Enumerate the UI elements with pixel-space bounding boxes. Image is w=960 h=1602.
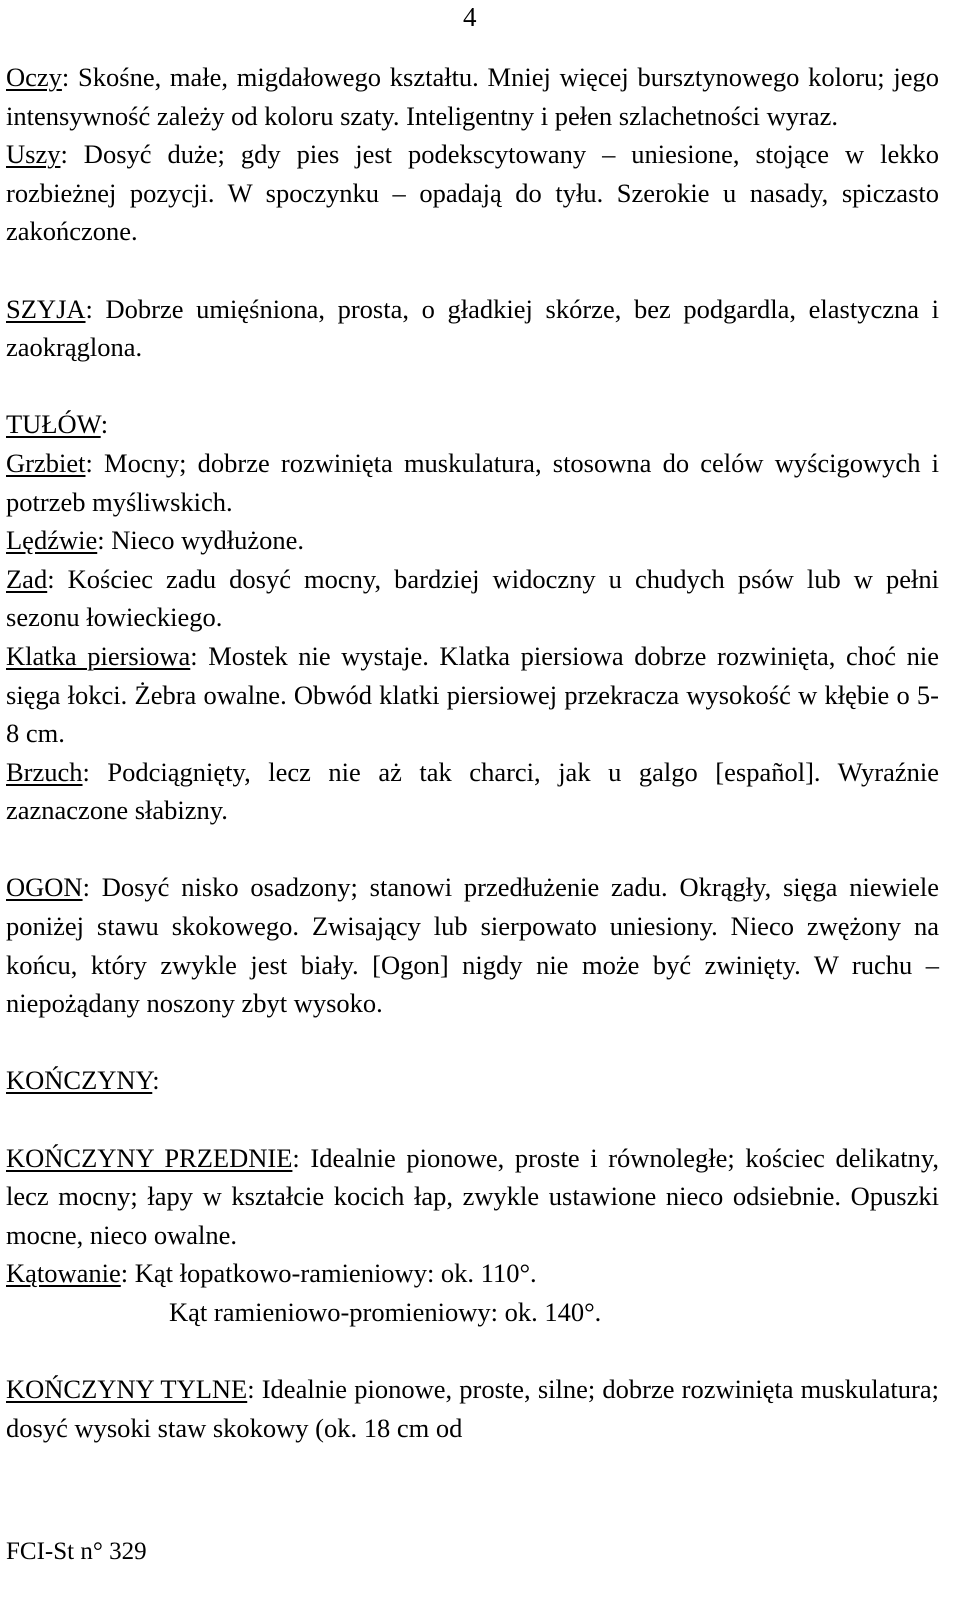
paragraph-katowanie (6, 1254, 939, 1293)
paragraph-grzbiet (6, 444, 939, 521)
text-uszy: : Dosyć duże; gdy pies jest podekscytowany – uniesione, stojące w lekko rozbieżnej pozycji. W spoczynku – opadają do tyłu. Szerokie u nasady, spiczasto zakończone. (6, 139, 939, 247)
paragraph-konczyny-tylne (6, 1370, 939, 1447)
label-oczy: Oczy (6, 62, 62, 92)
text-katowanie-line2: Kąt ramieniowo-promieniowy: ok. 140°. (169, 1297, 602, 1327)
label-ogon: OGON (6, 872, 83, 903)
document-body (6, 58, 939, 1447)
footer-standard-number: FCI-St n° 329 (6, 1538, 147, 1565)
paragraph-oczy (6, 58, 939, 135)
heading-konczyny (6, 1061, 939, 1100)
label-klatka: Klatka piersiowa (6, 640, 191, 671)
label-katowanie: Kątowanie (6, 1258, 121, 1289)
text-katowanie-line1: : Kąt łopatkowo-ramieniowy: ok. 110°. (120, 1258, 537, 1289)
text-konczyny-tylne: : Idealnie pionowe, proste, silne; dobrze rozwinięta muskulatura; dosyć wysoki staw skokowy (ok. 18 cm od (6, 1374, 939, 1443)
paragraph-konczyny-przednie (6, 1139, 939, 1255)
paragraph-zad (6, 560, 939, 637)
page-number: 4 (463, 2, 477, 32)
paragraph-ledzwie (6, 521, 939, 560)
label-brzuch: Brzuch (6, 756, 83, 787)
text-ogon: : Dosyć nisko osadzony; stanowi przedłużenie zadu. Okrągły, sięga niewiele poniżej stawu skokowego. Zwisający lub sierpowato uniesiony. Nieco zwężony na końcu, który zwykle jest biały. [Ogon] nigdy nie może być zwinięty. W ruchu – niepożądany noszony zbyt wysoko. (6, 872, 939, 1019)
label-grzbiet: Grzbiet (6, 447, 86, 478)
label-tulow: TUŁÓW (6, 409, 101, 440)
label-zad: Zad (6, 563, 48, 594)
label-konczyny-przednie: KOŃCZYNY PRZEDNIE (6, 1142, 293, 1173)
paragraph-katowanie-line2 (6, 1293, 939, 1332)
label-ledzwie: Lędźwie (6, 525, 98, 556)
text-ledzwie: : Nieco wydłużone. (97, 525, 305, 556)
text-zad: : Kościec zadu dosyć mocny, bardziej widoczny u chudych psów lub w pełni sezonu łowieckiego. (6, 563, 939, 633)
text-szyja: : Dobrze umięśniona, prosta, o gładkiej skórze, bez podgardla, elastyczna i zaokrąglona. (6, 293, 939, 363)
paragraph-szyja (6, 290, 939, 367)
text-tulow: : (100, 409, 109, 440)
text-klatka: : Mostek nie wystaje. Klatka piersiowa dobrze rozwinięta, choć nie sięga łokci. Żebra owalne. Obwód klatki piersiowej przekracza wysokość w kłębie o 5-8 cm. (6, 640, 939, 749)
label-szyja: SZYJA (6, 293, 86, 324)
text-konczyny-przednie: : Idealnie pionowe, proste i równoległe; kościec delikatny, lecz mocny; łapy w kształcie kocich łap, zwykle ustawione nieco odsiebnie. Opuszki mocne, nieco owalne. (6, 1142, 940, 1250)
heading-tulow (6, 405, 939, 444)
text-konczyny: : (152, 1065, 160, 1096)
paragraph-klatka (6, 637, 939, 753)
text-brzuch: : Podciągnięty, lecz nie aż tak charci, jak u galgo [español]. Wyraźnie zaznaczone słabizny. (6, 756, 939, 826)
label-konczyny: KOŃCZYNY (6, 1065, 153, 1096)
label-konczyny-tylne: KOŃCZYNY TYLNE (6, 1374, 248, 1405)
paragraph-ogon (6, 868, 939, 1022)
paragraph-uszy (6, 135, 939, 251)
text-grzbiet: : Mocny; dobrze rozwinięta muskulatura, stosowna do celów wyścigowych i potrzeb myśliwskich. (6, 447, 939, 517)
label-uszy: Uszy (6, 139, 61, 170)
text-oczy: : Skośne, małe, migdałowego kształtu. Mniej więcej bursztynowego koloru; jego intensywność zależy od koloru szaty. Inteligentny i pełen szlachetności wyraz. (6, 62, 939, 131)
paragraph-brzuch (6, 753, 939, 830)
